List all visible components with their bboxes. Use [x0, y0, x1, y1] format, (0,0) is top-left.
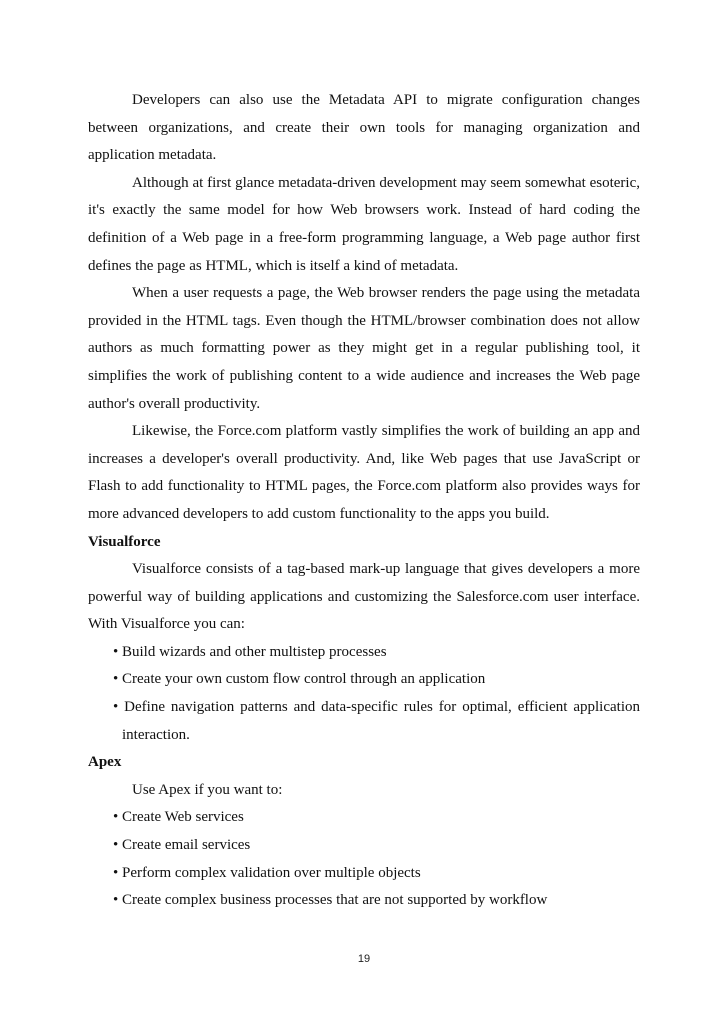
- bullet-item: • Perform complex validation over multiple objects: [113, 864, 421, 881]
- bullet-item: • Define navigation patterns and data-specific rules for optimal, efficient application interaction.: [113, 699, 640, 743]
- paragraph-metadata-api: Developers can also use the Metadata API to migrate configuration changes between organizations, and create their own tools for managing organization and application metadata.: [88, 92, 640, 164]
- bullet-item: • Create complex business processes that are not supported by workflow: [113, 892, 548, 909]
- bullet-item: • Create email services: [113, 837, 251, 854]
- bullet-item: • Build wizards and other multistep processes: [113, 643, 387, 660]
- paragraph-metadata-driven: Although at first glance metadata-driven development may seem somewhat esoteric, it's exactly the same model for how Web browsers work. Instead of hard coding the definition of a Web page in a free-form programming language, a Web page author first defines the page as HTML, which is itself a kind of metadata.: [88, 174, 640, 274]
- paragraph-force-platform: Likewise, the Force.com platform vastly simplifies the work of building an app and increases a developer's overall productivity. And, like Web pages that use JavaScript or Flash to add functionality to HTML pages, the Force.com platform also provides ways for more advanced developers to add custom functionality to the apps you build.: [88, 423, 640, 522]
- paragraph-browser-rendering: When a user requests a page, the Web browser renders the page using the metadata provided in the HTML tags. Even though the HTML/browser combination does not allow authors as much formatting power as they might get in a regular publishing tool, it simplifies the work of publishing content to a wide audience and increases the Web page author's overall productivity.: [88, 285, 640, 412]
- bullet-item: • Create Web services: [113, 809, 244, 826]
- page-number: 19: [357, 953, 371, 965]
- paragraph-visualforce-intro: Visualforce consists of a tag-based mark-up language that gives developers a more powerful way of building applications and customizing the Salesforce.com user interface. With Visualforce you can:: [88, 561, 640, 633]
- paragraph-apex-intro: Use Apex if you want to:: [132, 781, 283, 798]
- bullet-item: • Create your own custom flow control through an application: [113, 671, 486, 688]
- page-content: [88, 87, 640, 915]
- heading-visualforce: Visualforce: [88, 533, 161, 550]
- heading-apex: Apex: [88, 754, 122, 771]
